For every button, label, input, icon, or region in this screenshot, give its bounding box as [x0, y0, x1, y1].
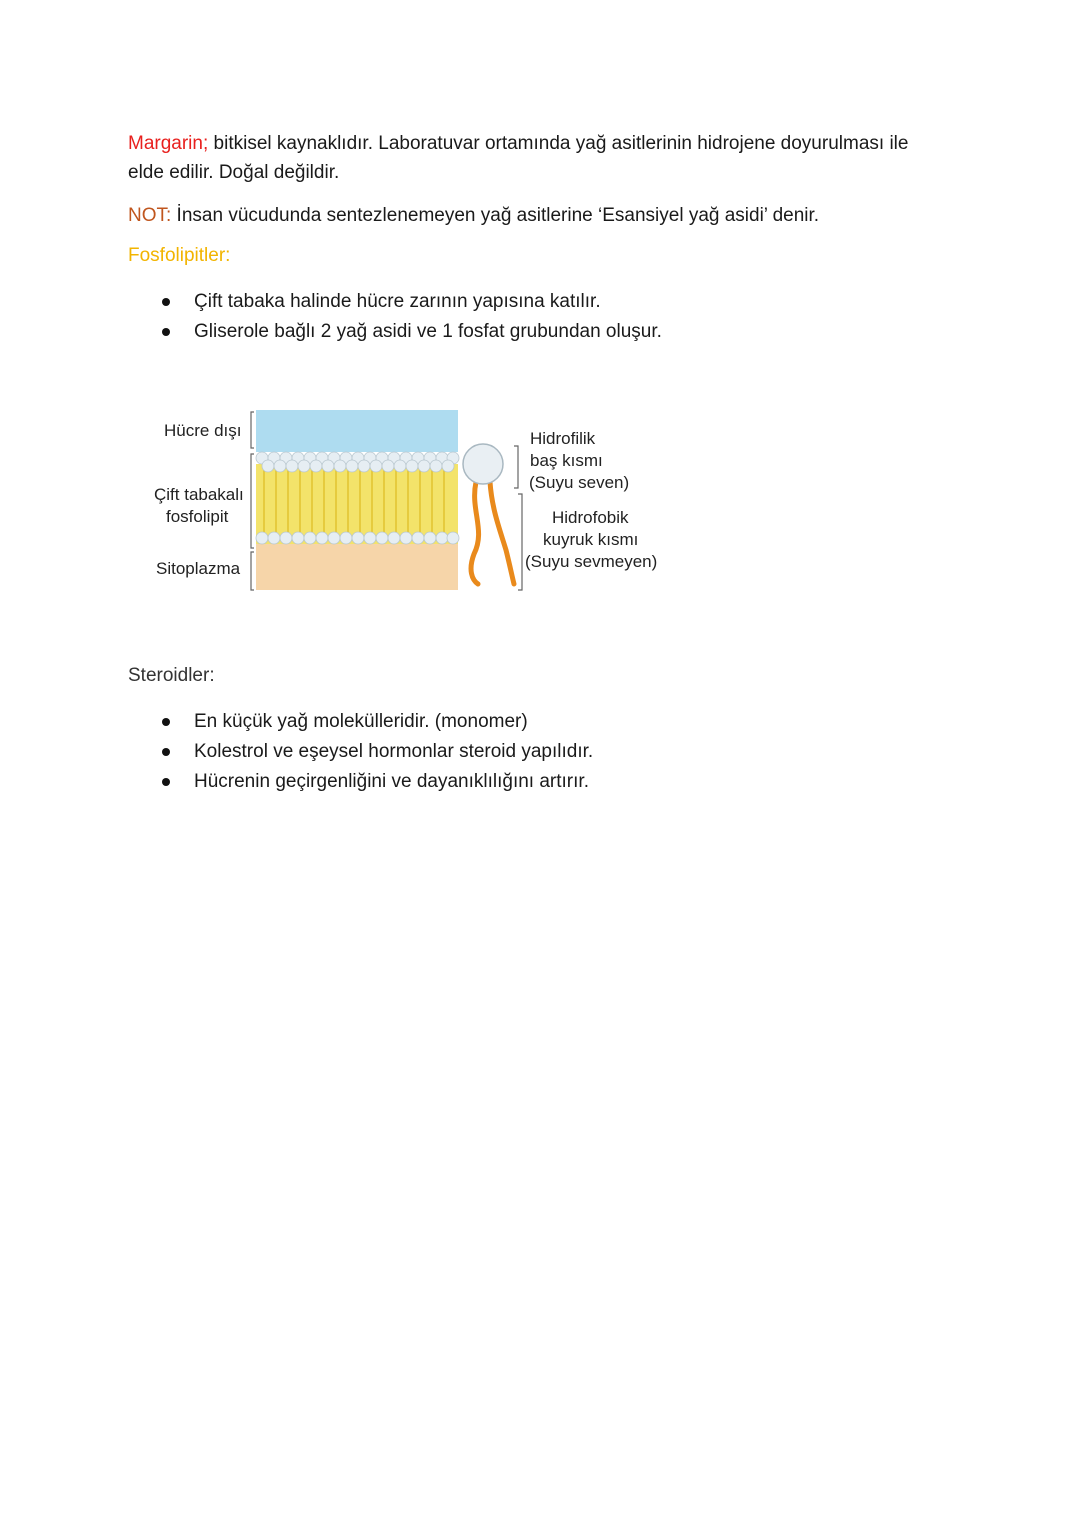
steroidler-heading: Steroidler:: [128, 665, 215, 686]
extracellular-region: [256, 410, 458, 452]
phospholipid-bilayer-figure: [140, 400, 700, 600]
list-item: Hücrenin geçirgenliğini ve dayanıklılığını artırır.: [128, 767, 593, 797]
molecule-head: [463, 444, 503, 484]
label-cytoplasm: Sitoplazma: [156, 559, 241, 578]
list-item: Çift tabaka halinde hücre zarının yapısına katılır.: [128, 287, 662, 317]
label-hydrophobic-1: Hidrofobik: [552, 508, 629, 527]
label-hydrophilic-3: (Suyu seven): [529, 473, 630, 492]
label-extracellular: Hücre dışı: [164, 421, 242, 440]
list-item: En küçük yağ molekülleridir. (monomer): [128, 707, 593, 737]
label-bilayer-2: fosfolipit: [166, 507, 229, 526]
cytoplasm-region: [256, 544, 458, 590]
fosfolipitler-heading: Fosfolipitler:: [128, 245, 231, 266]
margarin-text: bitkisel kaynaklıdır. Laboratuvar ortamında yağ asitlerinin hidrojene doyurulması ile elde edilir. Doğal değildir.: [128, 133, 909, 183]
margarin-paragraph: [128, 129, 948, 187]
note-paragraph: [128, 201, 948, 230]
list-item: Gliserole bağlı 2 yağ asidi ve 1 fosfat grubundan oluşur.: [128, 317, 662, 347]
label-hydrophilic-1: Hidrofilik: [530, 429, 596, 448]
label-bilayer-1: Çift tabakalı: [154, 485, 244, 504]
molecule-tail-left: [471, 482, 479, 584]
label-hydrophilic-2: baş kısmı: [530, 451, 603, 470]
fosfolipitler-list: [128, 287, 662, 347]
molecule-tail-right: [490, 482, 514, 584]
list-item: Kolestrol ve eşeysel hormonlar steroid yapılıdır.: [128, 737, 593, 767]
margarin-term: Margarin;: [128, 133, 209, 154]
label-hydrophobic-2: kuyruk kısmı: [543, 530, 639, 549]
steroidler-list: [128, 707, 593, 797]
note-label: NOT:: [128, 205, 172, 226]
note-text: İnsan vücudunda sentezlenemeyen yağ asitlerine ‘Esansiyel yağ asidi’ denir.: [171, 205, 820, 226]
label-hydrophobic-3: (Suyu sevmeyen): [525, 552, 658, 571]
